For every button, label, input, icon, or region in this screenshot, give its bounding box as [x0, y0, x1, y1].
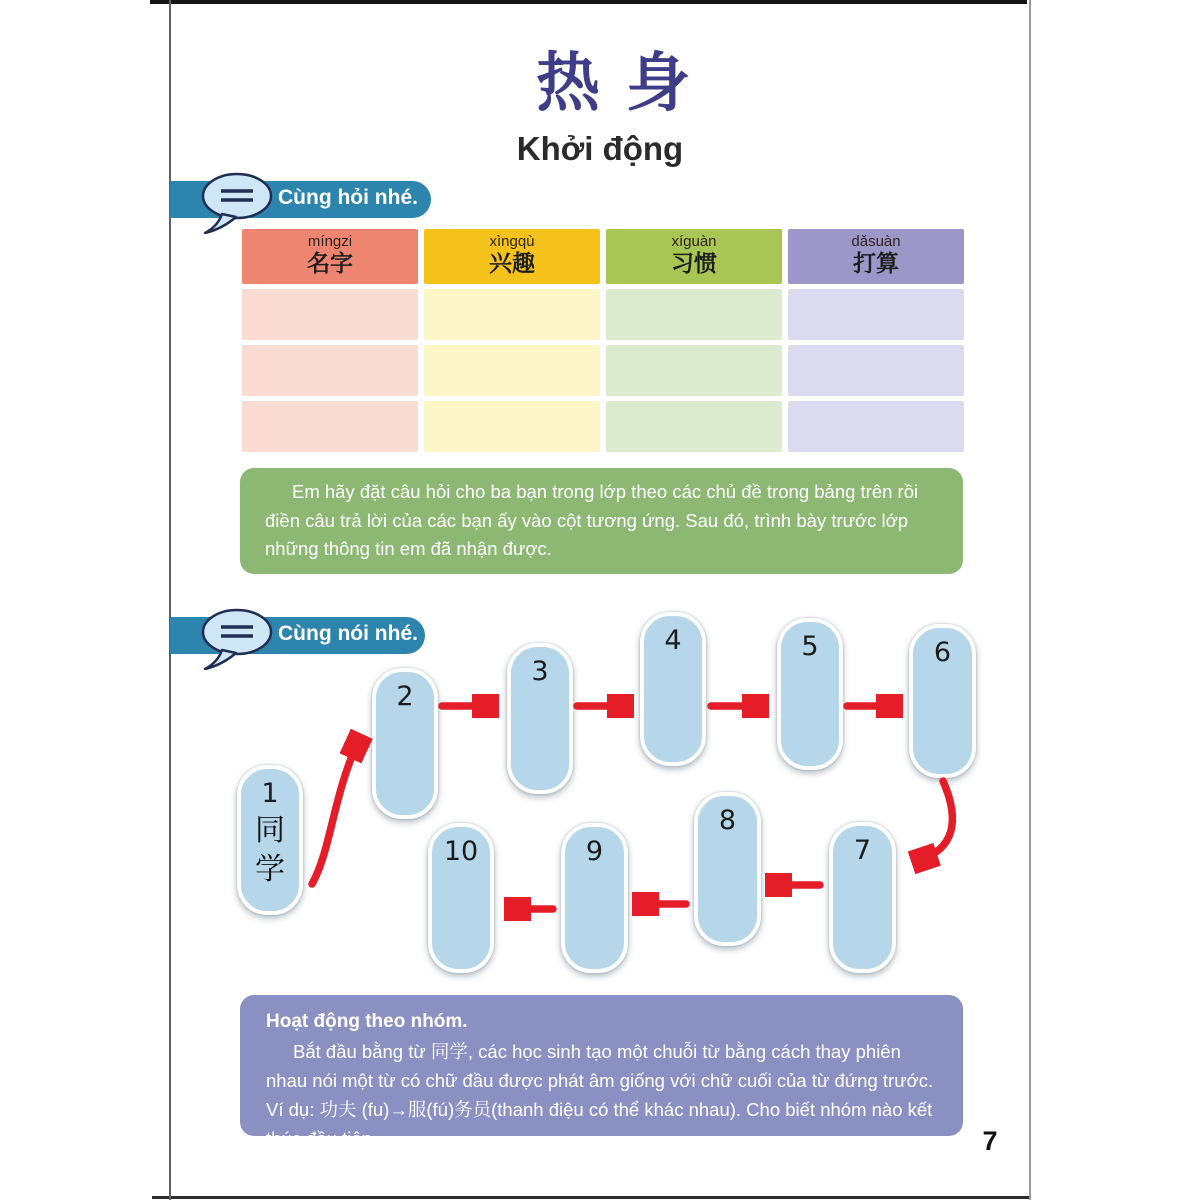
flow-node-3 [507, 643, 573, 794]
flow-node-number: 10 [443, 836, 479, 867]
table-cell [788, 289, 964, 340]
flow-node-number: 3 [531, 656, 549, 687]
table-cell [788, 345, 964, 396]
flow-node-number: 5 [801, 631, 819, 662]
flow-node-1 [237, 765, 303, 915]
lesson-title-vietnamese: Khởi động [516, 130, 684, 167]
flow-node-5 [777, 618, 843, 770]
flow-node-number: 8 [718, 805, 737, 836]
lesson-title-chinese: 热身 [536, 46, 716, 121]
table-cell [606, 345, 782, 396]
table-cell [424, 289, 600, 340]
instruction-box-group-activity [240, 995, 963, 1150]
table-row [242, 345, 964, 396]
arrow-1-2 [312, 742, 358, 884]
banner-ask-label: Cùng hỏi nhé. [278, 186, 418, 209]
instruction-ask-text: Em hãy đặt câu hỏi cho ba bạn trong lớp theo các chủ đề trong bảng trên rồi điền câu trả lời của các bạn ấy vào cột tương ứng. Sau đó, trình bày trước lớp những thông tin em đã nhận được. [265, 481, 919, 560]
header-pinyin: dǎsuàn [851, 232, 901, 250]
page-right-border [1029, 0, 1031, 1200]
table-cell [242, 345, 418, 396]
page-bottom-edge [152, 1196, 1030, 1199]
flow-node-6 [909, 624, 976, 778]
instruction-box-ask [240, 468, 963, 574]
instruction-speak-text: Bắt đầu bằng từ 同学, các học sinh tạo một chuỗi từ bằng cách thay phiên nhau nói một từ có chữ đầu được phát âm giống với chữ cuối của từ đứng trước. Ví dụ: 功夫 (fu)→服(fú)务员(thanh điệu có thể khác nhau). Cho biết nhóm nào kết thúc đầu tiên. [266, 1040, 934, 1150]
table-header-dasuan [788, 229, 964, 284]
flow-node-word: 同学 [255, 813, 285, 887]
header-hanzi: 名字 [307, 250, 353, 278]
table-cell [242, 289, 418, 340]
table-header-xingqu [424, 229, 600, 284]
flow-node-number: 2 [396, 681, 414, 712]
survey-table [242, 229, 964, 457]
header-hanzi: 打算 [853, 250, 899, 278]
flow-node-2 [372, 668, 438, 819]
table-row [242, 289, 964, 340]
table-cell [242, 401, 418, 452]
banner-speak-label: Cùng nói nhé. [278, 622, 418, 645]
table-cell [424, 401, 600, 452]
flow-node-number: 1 [261, 778, 279, 809]
arrow-6-7 [920, 781, 952, 860]
flow-node-number: 4 [664, 625, 682, 656]
page-top-edge [150, 0, 1027, 4]
header-pinyin: xìngqù [489, 232, 535, 250]
page-left-border [169, 0, 171, 1200]
table-header-row [242, 229, 964, 284]
header-pinyin: xíguàn [671, 232, 717, 250]
header-hanzi: 兴趣 [489, 250, 535, 278]
header-pinyin: míngzi [307, 232, 353, 250]
table-cell [788, 401, 964, 452]
flow-node-number: 9 [585, 836, 604, 867]
table-cell [606, 401, 782, 452]
flow-node-10 [428, 823, 494, 973]
table-row [242, 401, 964, 452]
speech-bubble-icon [192, 606, 284, 670]
flow-node-8 [694, 792, 761, 946]
table-header-xiguan [606, 229, 782, 284]
flow-node-9 [561, 823, 628, 973]
flow-node-7 [829, 822, 896, 973]
speech-bubble-icon [192, 170, 284, 234]
flow-node-4 [640, 612, 706, 766]
page-number: 7 [982, 1126, 998, 1156]
flow-node-number: 7 [853, 835, 872, 866]
instruction-speak-title: Hoạt động theo nhóm. [266, 1011, 468, 1032]
table-header-mingzi [242, 229, 418, 284]
table-cell [424, 345, 600, 396]
flow-node-number: 6 [933, 637, 952, 668]
header-hanzi: 习惯 [671, 250, 717, 278]
table-cell [606, 289, 782, 340]
